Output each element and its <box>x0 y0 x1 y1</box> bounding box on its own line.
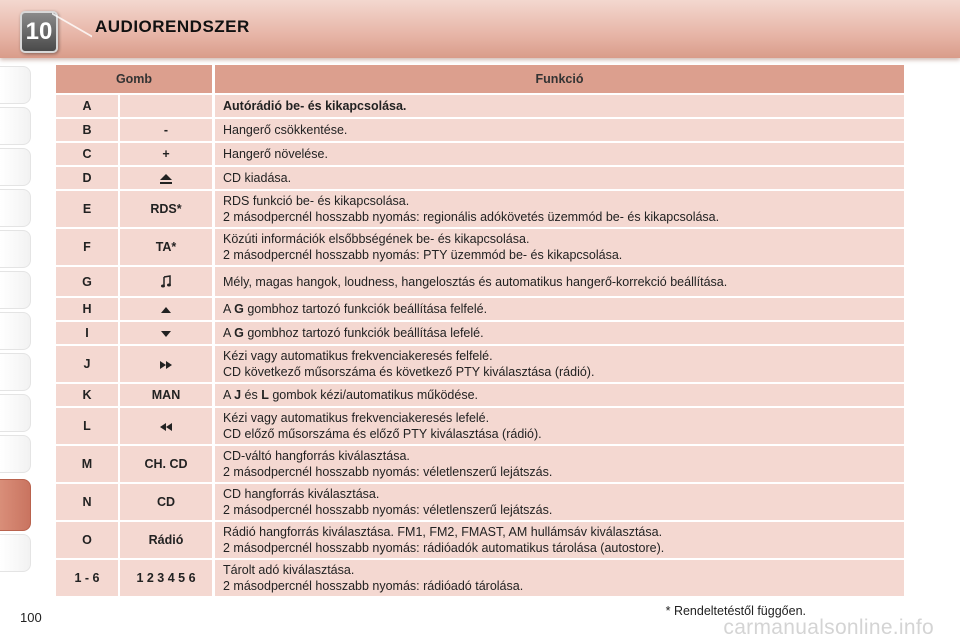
description-line: CD kiadása. <box>223 171 292 185</box>
button-key: 1 - 6 <box>56 560 120 596</box>
footnote: * Rendeltetéstől függően. <box>665 604 806 618</box>
description-line: Kézi vagy automatikus frekvenciakeresés lefelé. <box>223 411 490 425</box>
header-decoration <box>52 12 92 67</box>
description-part: G <box>234 302 244 316</box>
description-line: RDS funkció be- és kikapcsolása. <box>223 194 410 208</box>
button-symbol: TA* <box>120 229 215 265</box>
description-line: Autórádió be- és kikapcsolása. <box>223 99 407 113</box>
table-row <box>56 346 904 382</box>
button-key: J <box>56 346 120 382</box>
description-line: CD következő műsorszáma és következő PTY kiválasztása (rádió). <box>223 365 595 379</box>
function-description <box>215 119 904 141</box>
description-line: 2 másodpercnél hosszabb nyomás: rádióadó tárolása. <box>223 579 524 593</box>
header-funkcio: Funkció <box>215 65 904 93</box>
description-line: CD-váltó hangforrás kiválasztása. <box>223 449 410 463</box>
function-description <box>215 384 904 406</box>
chapter-side-tabs <box>0 66 36 575</box>
table-row <box>56 143 904 165</box>
button-key: D <box>56 167 120 189</box>
button-key: B <box>56 119 120 141</box>
side-tab-active[interactable] <box>0 479 31 531</box>
description-part: gombok kézi/automatikus működése. <box>268 388 479 402</box>
side-tab-7[interactable] <box>0 312 31 350</box>
function-description <box>215 322 904 344</box>
description-part: A <box>223 326 235 340</box>
side-tab-5[interactable] <box>0 230 31 268</box>
chapter-badge: 10 <box>20 11 58 53</box>
side-tab-4[interactable] <box>0 189 31 227</box>
button-symbol: CH. CD <box>120 446 215 482</box>
description-line: 2 másodpercnél hosszabb nyomás: véletlenszerű lejátszás. <box>223 503 553 517</box>
side-tab-12[interactable] <box>0 534 31 572</box>
description-line: 2 másodpercnél hosszabb nyomás: PTY üzemmód be- és kikapcsolása. <box>223 248 623 262</box>
button-symbol: Rádió <box>120 522 215 558</box>
description-part: és <box>241 388 262 402</box>
table-row <box>56 191 904 227</box>
table-row <box>56 95 904 117</box>
function-description <box>215 298 904 320</box>
function-description <box>215 191 904 227</box>
button-key: O <box>56 522 120 558</box>
function-description <box>215 167 904 189</box>
table-body <box>56 95 904 596</box>
button-symbol: + <box>120 143 215 165</box>
table-header-row <box>56 65 904 93</box>
side-tab-6[interactable] <box>0 271 31 309</box>
button-symbol: RDS* <box>120 191 215 227</box>
description-line: 2 másodpercnél hosszabb nyomás: regionális adókövetés üzemmód be- és kikapcsolása. <box>223 210 720 224</box>
button-key: M <box>56 446 120 482</box>
rewind-icon <box>120 408 215 444</box>
button-symbol: 1 2 3 4 5 6 <box>120 560 215 596</box>
table-row <box>56 298 904 320</box>
table-row <box>56 119 904 141</box>
page-number: 100 <box>20 610 42 625</box>
side-tab-1[interactable] <box>0 66 31 104</box>
button-key: A <box>56 95 120 117</box>
description-line: CD előző műsorszáma és előző PTY kiválasztása (rádió). <box>223 427 542 441</box>
table-row <box>56 484 904 520</box>
function-description <box>215 143 904 165</box>
description-line: Közúti információk elsőbbségének be- és kikapcsolása. <box>223 232 530 246</box>
button-symbol: - <box>120 119 215 141</box>
arrow-down-icon <box>120 322 215 344</box>
description-line: Hangerő csökkentése. <box>223 123 348 137</box>
function-description <box>215 560 904 596</box>
table-row <box>56 446 904 482</box>
button-symbol: MAN <box>120 384 215 406</box>
arrow-up-icon <box>120 298 215 320</box>
button-key: F <box>56 229 120 265</box>
description-part: gombhoz tartozó funkciók beállítása lefelé. <box>243 326 484 340</box>
button-key: K <box>56 384 120 406</box>
function-description <box>215 522 904 558</box>
header-gomb: Gomb <box>56 65 215 93</box>
table-row <box>56 408 904 444</box>
description-part: G <box>234 326 244 340</box>
description-line: 2 másodpercnél hosszabb nyomás: rádióadók automatikus tárolása (autostore). <box>223 541 665 555</box>
table-row <box>56 229 904 265</box>
button-key: I <box>56 322 120 344</box>
function-description <box>215 346 904 382</box>
button-function-table <box>56 63 904 598</box>
button-key: H <box>56 298 120 320</box>
description-line: Hangerő növelése. <box>223 147 328 161</box>
fast-forward-icon <box>120 346 215 382</box>
function-description <box>215 408 904 444</box>
description-line: Mély, magas hangok, loudness, hangelosztás és automatikus hangerő-korrekció beállítása. <box>223 274 728 289</box>
description-part: gombhoz tartozó funkciók beállítása felfelé. <box>243 302 488 316</box>
side-tab-2[interactable] <box>0 107 31 145</box>
table-row <box>56 384 904 406</box>
function-description <box>215 95 904 117</box>
description-line: Tárolt adó kiválasztása. <box>223 563 355 577</box>
eject-icon <box>120 167 215 189</box>
music-note-icon <box>120 267 215 296</box>
button-key: C <box>56 143 120 165</box>
function-description <box>215 267 904 296</box>
button-key: E <box>56 191 120 227</box>
side-tab-9[interactable] <box>0 394 31 432</box>
button-key: L <box>56 408 120 444</box>
table-row <box>56 560 904 596</box>
description-line: CD hangforrás kiválasztása. <box>223 487 380 501</box>
button-symbol <box>120 95 215 117</box>
page-title: AUDIORENDSZER <box>95 17 250 36</box>
table-row <box>56 522 904 558</box>
description-part: A <box>223 302 235 316</box>
function-description <box>215 484 904 520</box>
side-tab-3[interactable] <box>0 148 31 186</box>
button-symbol: CD <box>120 484 215 520</box>
side-tab-10[interactable] <box>0 435 31 473</box>
function-description <box>215 446 904 482</box>
table-row <box>56 267 904 296</box>
description-line: Rádió hangforrás kiválasztása. FM1, FM2, FMAST, AM hullámsáv kiválasztása. <box>223 525 663 539</box>
watermark: carmanualsonline.info <box>723 616 934 639</box>
description-part: L <box>261 388 269 402</box>
button-key: G <box>56 267 120 296</box>
side-tab-8[interactable] <box>0 353 31 391</box>
function-description <box>215 229 904 265</box>
description-part: J <box>234 388 242 402</box>
table-row <box>56 322 904 344</box>
chapter-header <box>0 0 960 58</box>
description-part: A <box>223 388 235 402</box>
table-row <box>56 167 904 189</box>
description-line: 2 másodpercnél hosszabb nyomás: véletlenszerű lejátszás. <box>223 465 553 479</box>
description-line: Kézi vagy automatikus frekvenciakeresés felfelé. <box>223 349 493 363</box>
button-key: N <box>56 484 120 520</box>
